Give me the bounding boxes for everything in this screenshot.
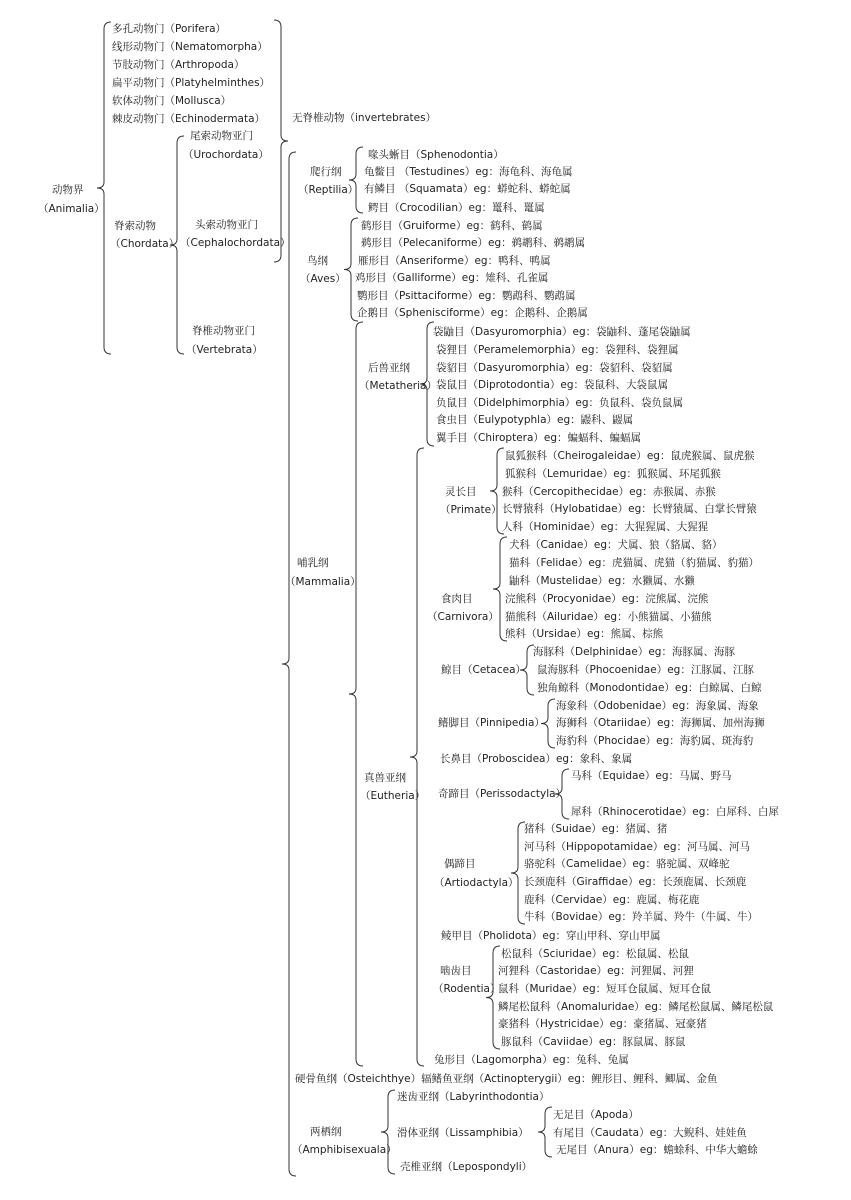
eutheria-en: （Eutheria） — [360, 790, 426, 802]
phylum-mollusca: 软体动物门（Mollusca） — [112, 95, 232, 107]
order-peramelemorphia: 袋狸目（Peramelemorphia）eg：袋狸科、袋狸属 — [436, 344, 679, 356]
family-hippopotamidae: 河马科（Hippopotamidae）eg：河马属、河马 — [524, 841, 751, 853]
subclass-lissamphibia: 滑体亚纲（Lissamphibia） — [397, 1127, 529, 1139]
order-caudata: 有尾目（Caudata）eg：大鲵科、娃娃鱼 — [553, 1127, 747, 1139]
rodentia-bracket — [486, 946, 500, 1049]
osteichthyes-label: 硬骨鱼纲（Osteichthye）辐鳍鱼亚纲（Actinopterygii）eg：鲤形目、鲤科、鲫属、金鱼 — [295, 1073, 718, 1085]
phylum-porifera: 多孔动物门（Porifera） — [112, 23, 227, 35]
artiodactyla-bracket — [511, 822, 525, 924]
metatheria-en: （Metatheria） — [359, 380, 437, 392]
order-didelphimorphia: 负鼠目（Didelphimorphia）eg：负鼠科、袋负鼠属 — [436, 397, 684, 409]
mammalia-bracket — [349, 322, 363, 1066]
root-label-en: （Animalia） — [38, 203, 105, 215]
family-delphinidae: 海豚科（Delphinidae）eg：海豚属、海豚 — [533, 646, 735, 658]
order-testudines: 龟鳖目 （Testudines）eg：海龟科、海龟属 — [364, 166, 573, 178]
pinnipedia-bracket — [541, 699, 555, 748]
family-cheirogaleidae: 鼠狐猴科（Cheirogaleidae）eg：鼠虎猴属、鼠虎猴 — [505, 450, 755, 462]
family-monodontidae: 独角鲸科（Monodontidae）eg：白鲸属、白鲸 — [537, 682, 762, 694]
phylum-echinodermata: 棘皮动物门（Echinodermata） — [112, 113, 266, 125]
phylum-platyhelminthes: 扁平动物门（Platyhelminthes） — [112, 77, 271, 89]
aves-zh: 鸟纲 — [307, 255, 328, 267]
family-anomaluridae: 鳞尾松鼠科（Anomaluridae）eg：鳞尾松鼠属、鳞尾松鼠 — [498, 1001, 774, 1013]
family-giraffidae: 长颈鹿科（Giraffidae）eg：长颈鹿属、长颈鹿 — [524, 876, 747, 888]
reptilia-en: （Reptilia） — [298, 184, 359, 196]
family-ursidae: 熊科（Ursidae）eg：熊属、棕熊 — [505, 628, 664, 640]
urochordata-en: （Urochordata） — [183, 149, 269, 161]
perissodactyla-bracket — [555, 769, 569, 819]
family-hylobatidae: 长臂猿科（Hylobatidae）eg：长臂猿属、白掌长臂猿 — [502, 503, 757, 515]
cephalochordata-zh: 头索动物亚门 — [195, 219, 258, 231]
order-psittaciforme: 鹦形目（Psittaciforme）eg：鹦鹉科、鹦鹉属 — [357, 290, 576, 302]
chordata-en: （Chordata） — [110, 238, 180, 250]
primate-bracket — [490, 448, 504, 534]
family-odobenidae: 海象科（Odobenidae）eg：海象属、海象 — [556, 700, 759, 712]
order-apoda: 无足目（Apoda） — [553, 1109, 639, 1121]
order-chiroptera: 翼手目（Chiroptera）eg：蝙蝠科、蝙蝠属 — [436, 432, 642, 444]
aves-en: （Aves） — [300, 273, 346, 285]
vertebrata-zh: 脊椎动物亚门 — [192, 325, 255, 337]
cephalochordata-en: （Cephalochordata） — [180, 237, 291, 249]
metatheria-zh: 后兽亚纲 — [368, 362, 410, 374]
family-phocidae: 海豹科（Phocidae）eg：海豹属、斑海豹 — [556, 735, 754, 747]
reptilia-bracket — [349, 147, 363, 213]
carnivora-en: （Carnivora） — [427, 611, 499, 623]
carnivora-bracket — [493, 537, 507, 641]
perissodactyla-label: 奇蹄目（Perissodactyla） — [438, 788, 567, 800]
family-ailuridae: 猫熊科（Ailuridae）eg：小熊猫属、小猫熊 — [505, 611, 712, 623]
family-procyonidae: 浣熊科（Procyonidae）eg：浣熊属、浣熊 — [505, 593, 709, 605]
subclass-labyrinthodontia: 迷齿亚纲（Labyrinthodontia） — [397, 1091, 550, 1103]
family-lemuridae: 狐猴科（Lemuridae）eg：狐猴属、环尾狐猴 — [505, 468, 721, 480]
artiodactyla-zh: 偶蹄目 — [444, 858, 476, 870]
cetacea-bracket — [520, 645, 534, 695]
family-muridae: 鼠科（Muridae）eg：短耳仓鼠属、短耳仓鼠 — [498, 983, 712, 995]
urochordata-zh: 尾索动物亚门 — [190, 130, 253, 142]
family-hominidae: 人科（Hominidae）eg：大猩猩属、大猩猩 — [502, 521, 709, 533]
invertebrate-bracket — [274, 20, 288, 262]
reptilia-zh: 爬行纲 — [310, 166, 342, 178]
family-castoridae: 河狸科（Castoridae）eg：河狸属、河狸 — [498, 965, 694, 977]
chordata-zh: 脊索动物 — [114, 220, 156, 232]
eutheria-bracket — [410, 448, 424, 1066]
pinnipedia-label: 鳍脚目（Pinnipedia） — [438, 717, 545, 729]
order-proboscidea: 长鼻目（Proboscidea）eg：象科、象属 — [440, 753, 633, 765]
family-cercopithecidae: 猴科（Cercopithecidae）eg：赤猴属、赤猴 — [502, 486, 716, 498]
rodentia-en: （Rodentia） — [433, 983, 501, 995]
cetacea-label: 鲸目（Cetacea） — [441, 664, 527, 676]
family-mustelidae: 鼬科（Mustelidae）eg：水獭属、水獭 — [509, 575, 695, 587]
lissamphibia-bracket — [538, 1107, 552, 1157]
order-squamata: 有鳞目 （Squamata）eg：蟒蛇科、蟒蛇属 — [364, 183, 571, 195]
order-gruiforme: 鹤形目（Gruiforme）eg：鹤科、鹤属 — [361, 220, 543, 232]
artiodactyla-en: （Artiodactyla） — [434, 877, 519, 889]
family-suidae: 猪科（Suidae）eg：猪属、猪 — [524, 823, 668, 835]
family-phocoenidae: 鼠海豚科（Phocoenidae）eg：江豚属、江豚 — [537, 664, 754, 676]
amphibia-en: （Amphibisexuala） — [292, 1144, 397, 1156]
family-canidae: 犬科（Canidae）eg：犬属、狼（貉属、貉） — [509, 539, 723, 551]
metatheria-bracket — [420, 322, 434, 446]
aves-bracket — [344, 218, 358, 321]
vertebrata-bracket — [282, 152, 296, 1176]
family-hystricidae: 豪猪科（Hystricidae）eg：豪猪属、冠豪猪 — [498, 1018, 707, 1030]
order-dasyuromorphia-2: 袋貂目（Dasyuromorphia）eg：袋貂科、袋貂属 — [436, 362, 673, 374]
order-sphenisciforme: 企鹅目（Sphenisciforme）eg：企鹅科、企鹅属 — [357, 307, 588, 319]
order-anseriforme: 雁形目（Anseriforme）eg：鸭科、鸭属 — [358, 255, 551, 267]
subclass-lepospondyli: 壳椎亚纲（Lepospondyli） — [400, 1161, 533, 1173]
order-lagomorpha: 兔形目（Lagomorpha）eg：兔科、兔属 — [434, 1054, 629, 1066]
family-otariidae: 海狮科（Otariidae）eg：海狮属、加州海狮 — [556, 717, 765, 729]
order-sphenodontia: 喙头蜥目（Sphenodontia） — [368, 149, 504, 161]
family-sciuridae: 松鼠科（Sciuridae）eg：松鼠属、松鼠 — [501, 948, 689, 960]
order-anura: 无尾目（Anura）eg：蟾蜍科、中华大蟾蜍 — [556, 1144, 758, 1156]
order-eulypotyphla: 食虫目（Eulypotyphla）eg：鼹科、鼹属 — [436, 414, 634, 426]
chordata-bracket — [170, 136, 184, 354]
order-pelecaniforme: 鹈形目（Pelecaniforme）eg：鹈鹕科、鹈鹕属 — [361, 237, 586, 249]
family-camelidae: 骆驼科（Camelidae）eg：骆驼属、双峰驼 — [524, 858, 730, 870]
order-dasyuromorphia: 袋鼬目（Dasyuromorphia）eg：袋鼬科、蓬尾袋鼬属 — [433, 326, 691, 338]
family-rhinocerotidae: 犀科（Rhinocerotidae）eg：白犀科、白犀 — [571, 806, 779, 818]
order-galliforme: 鸡形目（Galliforme）eg：雉科、孔雀属 — [355, 272, 549, 284]
family-bovidae: 牛科（Bovidae）eg：羚羊属、羚牛（牛属、牛） — [524, 911, 758, 923]
carnivora-zh: 食肉目 — [441, 593, 473, 605]
family-cervidae: 鹿科（Cervidae）eg：鹿属、梅花鹿 — [524, 894, 700, 906]
family-caviidae: 豚鼠科（Caviidae）eg：豚鼠属、豚鼠 — [501, 1036, 686, 1048]
primate-en: （Primate） — [440, 504, 502, 516]
mammalia-en: （Mammalia） — [285, 576, 361, 588]
phylum-arthropoda: 节肢动物门（Arthropoda） — [112, 59, 245, 71]
root-bracket — [97, 22, 111, 354]
family-felidae: 猫科（Felidae）eg：虎猫属、虎猫（豹猫属、豹猫） — [509, 557, 759, 569]
amphibia-zh: 两栖纲 — [310, 1126, 342, 1138]
order-pholidota: 鲮甲目（Pholidota）eg：穿山甲科、穿山甲属 — [441, 930, 661, 942]
root-label-zh: 动物界 — [52, 184, 84, 196]
invertebrates-label: 无脊椎动物（invertebrates） — [292, 112, 437, 124]
order-diprotodontia: 袋鼠目（Diprotodontia）eg：袋鼠科、大袋鼠属 — [436, 379, 669, 391]
primate-zh: 灵长目 — [445, 486, 477, 498]
rodentia-zh: 啮齿目 — [440, 965, 472, 977]
vertebrata-en: （Vertebrata） — [186, 344, 263, 356]
amphibia-bracket — [381, 1090, 395, 1174]
mammalia-zh: 哺乳纲 — [297, 557, 329, 569]
family-equidae: 马科（Equidae）eg：马属、野马 — [571, 770, 732, 782]
eutheria-zh: 真兽亚纲 — [364, 772, 406, 784]
order-crocodilian: 鳄目（Crocodilian）eg：鼍科、鼍属 — [368, 202, 545, 214]
phylum-nematomorpha: 线形动物门（Nematomorpha） — [112, 41, 268, 53]
